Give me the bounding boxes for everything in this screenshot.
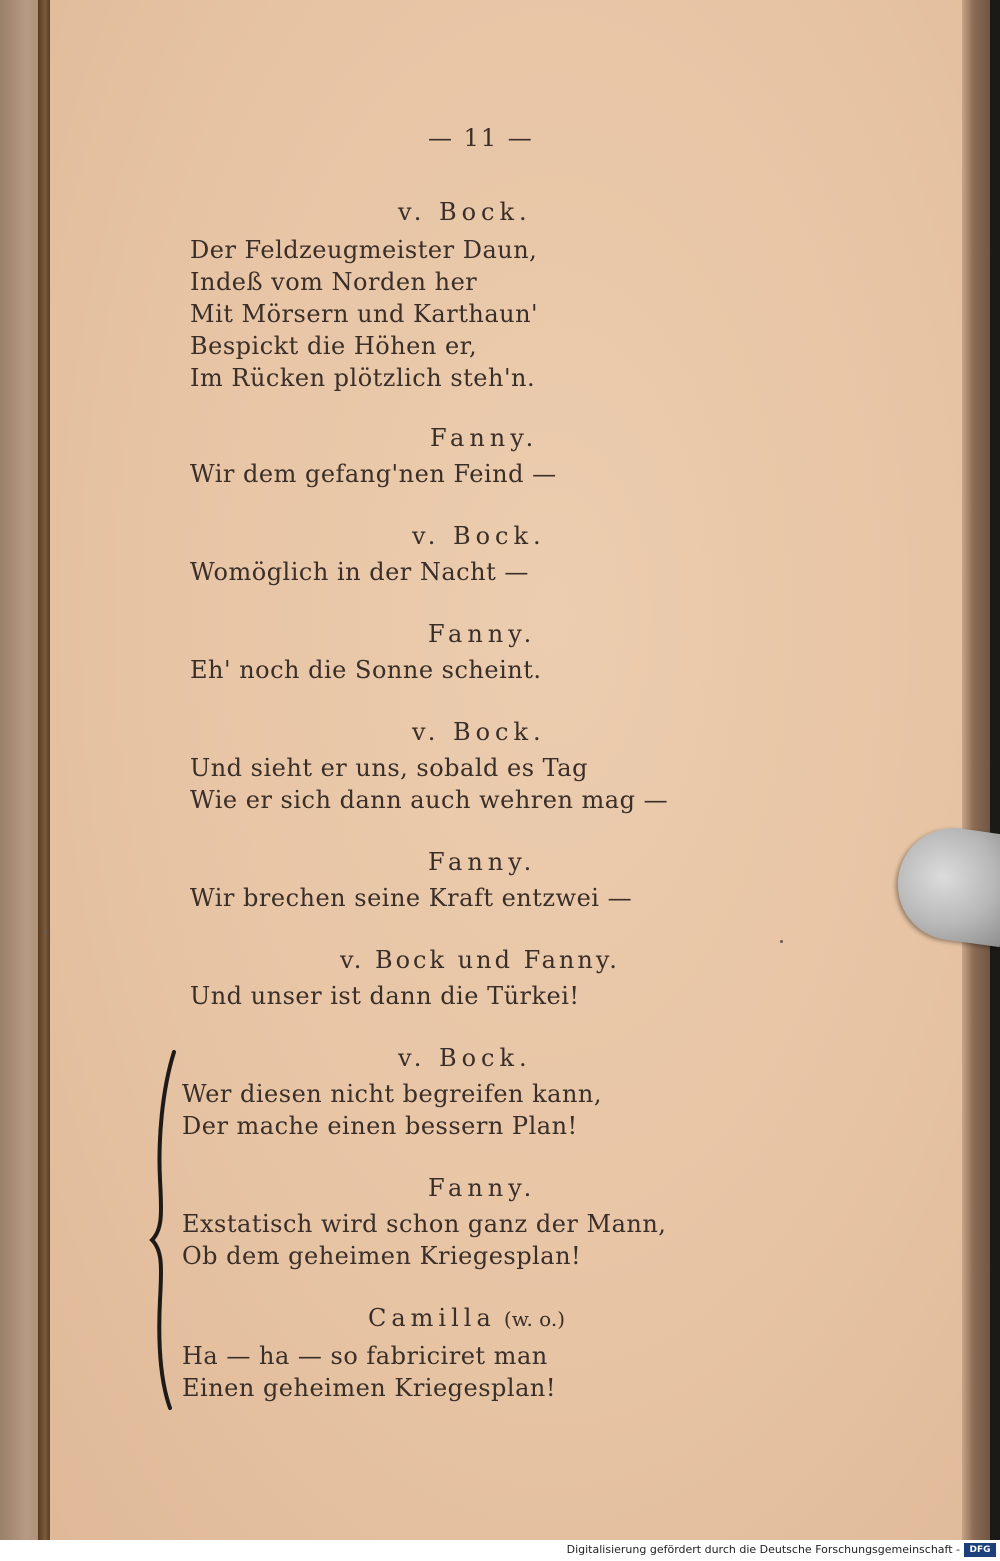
verse-line: Eh' noch die Sonne scheint. — [190, 656, 542, 684]
speaker-label: Fanny. — [428, 620, 537, 648]
dfg-logo: DFG — [964, 1543, 996, 1557]
page-number: — 11 — — [428, 124, 534, 152]
verse-line: Wir brechen seine Kraft entzwei — — [190, 884, 633, 912]
page-speck — [44, 930, 47, 933]
stage-direction: (w. o.) — [503, 1307, 566, 1331]
verse-line: Der Feldzeugmeister Daun, — [190, 236, 538, 264]
footer-bar — [0, 1540, 1000, 1561]
verse-line: Womöglich in der Nacht — — [190, 558, 529, 586]
speaker-line — [368, 1302, 565, 1335]
verse-line: Im Rücken plötzlich steh'n. — [190, 364, 536, 392]
speaker-label: v. Bock. — [412, 522, 546, 550]
speaker-label: Fanny. — [430, 424, 539, 452]
verse-line: Exstatisch wird schon ganz der Mann, — [182, 1210, 667, 1238]
verse-line: Wer diesen nicht begreifen kann, — [182, 1080, 603, 1108]
speaker-label: Fanny. — [428, 1174, 537, 1202]
speaker-label: Fanny. — [428, 848, 537, 876]
verse-line: Wie er sich dann auch wehren mag — — [190, 786, 669, 814]
verse-line: Einen geheimen Kriegesplan! — [182, 1374, 557, 1402]
speaker-label: v. Bock. — [398, 1044, 532, 1072]
speaker-label: v. Bock und Fanny. — [340, 946, 620, 974]
speaker-label: v. Bock. — [398, 198, 532, 226]
verse-line: Wir dem gefang'nen Feind — — [190, 460, 557, 488]
verse-line: Der mache einen bessern Plan! — [182, 1112, 578, 1140]
footer-credit: Digitalisierung gefördert durch die Deutsche Forschungsgemeinschaft - — [566, 1543, 960, 1556]
verse-line: Ha — ha — so fabriciret man — [182, 1342, 548, 1370]
speaker-label: v. Bock. — [412, 718, 546, 746]
verse-line: Und unser ist dann die Türkei! — [190, 982, 580, 1010]
verse-line: Ob dem geheimen Kriegesplan! — [182, 1242, 582, 1270]
page-edge-right — [962, 0, 990, 1540]
speaker-label: Camilla — [368, 1304, 496, 1332]
verse-line: Und sieht er uns, sobald es Tag — [190, 754, 588, 782]
verse-line: Indeß vom Norden her — [190, 268, 478, 296]
verse-line: Bespickt die Höhen er, — [190, 332, 478, 360]
handwritten-brace — [148, 1050, 178, 1410]
verse-line: Mit Mörsern und Karthaun' — [190, 300, 539, 328]
page-speck — [780, 940, 783, 943]
